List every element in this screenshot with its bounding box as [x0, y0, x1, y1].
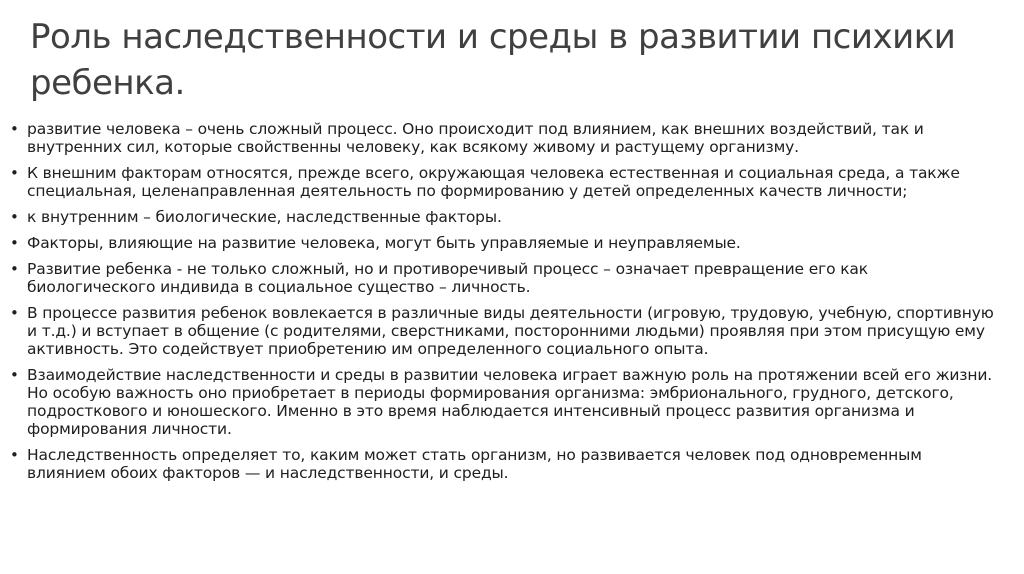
slide-title: Роль наследственности и среды в развитии психики ребенка. — [30, 17, 956, 103]
list-item — [10, 446, 1000, 482]
list-item-text: В процессе развития ребенок вовлекается в различные виды деятельности (игровую, трудовую, учебную, спортивную и т.д.) и вступает в общение (с родителями, сверстниками, посторонними людьми) проявляя при этом присущую ему активность. Это содействует приобретению им определенного социального опыта. — [27, 304, 994, 358]
list-item — [10, 260, 1000, 296]
bullet-icon: • — [10, 120, 19, 138]
list-item — [10, 234, 1000, 252]
bullet-icon: • — [10, 164, 19, 182]
list-item — [10, 164, 1000, 200]
bullet-icon: • — [10, 260, 19, 278]
bullet-icon: • — [10, 304, 19, 322]
list-item-text: Взаимодействие наследственности и среды в развитии человека играет важную роль на протяжении всей его жизни. Но особую важность оно приобретает в периоды формирования организма: эмбрионального, грудного, детского, подросткового и юношеского. Именно в это время наблюдается интенсивный процесс развития организма и формирования личности. — [27, 366, 993, 438]
list-item-text: Факторы, влияющие на развитие человека, могут быть управляемые и неуправляемые. — [27, 234, 741, 252]
list-item — [10, 366, 1000, 438]
list-item-text: развитие человека – очень сложный процесс. Оно происходит под влиянием, как внешних воздействий, так и внутренних сил, которые свойственны человеку, как всякому живому и растущему организму. — [27, 120, 924, 156]
list-item-text: Развитие ребенка - не только сложный, но и противоречивый процесс – означает превращение его как биологического индивида в социальное существо – личность. — [27, 260, 868, 296]
list-item-text: Наследственность определяет то, каким может стать организм, но развивается человек под одновременным влиянием обоих факторов — и наследственности, и среды. — [27, 446, 922, 482]
bullet-icon: • — [10, 366, 19, 384]
list-item — [10, 120, 1000, 156]
list-item — [10, 208, 1000, 226]
list-item-text: К внешним факторам относятся, прежде всего, окружающая человека естественная и социальная среда, а также специальная, целенаправленная деятельность по формированию у детей определенных качеств личности; — [27, 164, 960, 200]
bullet-icon: • — [10, 208, 19, 226]
bullet-icon: • — [10, 446, 19, 464]
list-item — [10, 304, 1000, 358]
list-item-text: к внутренним – биологические, наследственные факторы. — [27, 208, 502, 226]
bullet-icon: • — [10, 234, 19, 252]
bullet-list — [10, 120, 1000, 490]
